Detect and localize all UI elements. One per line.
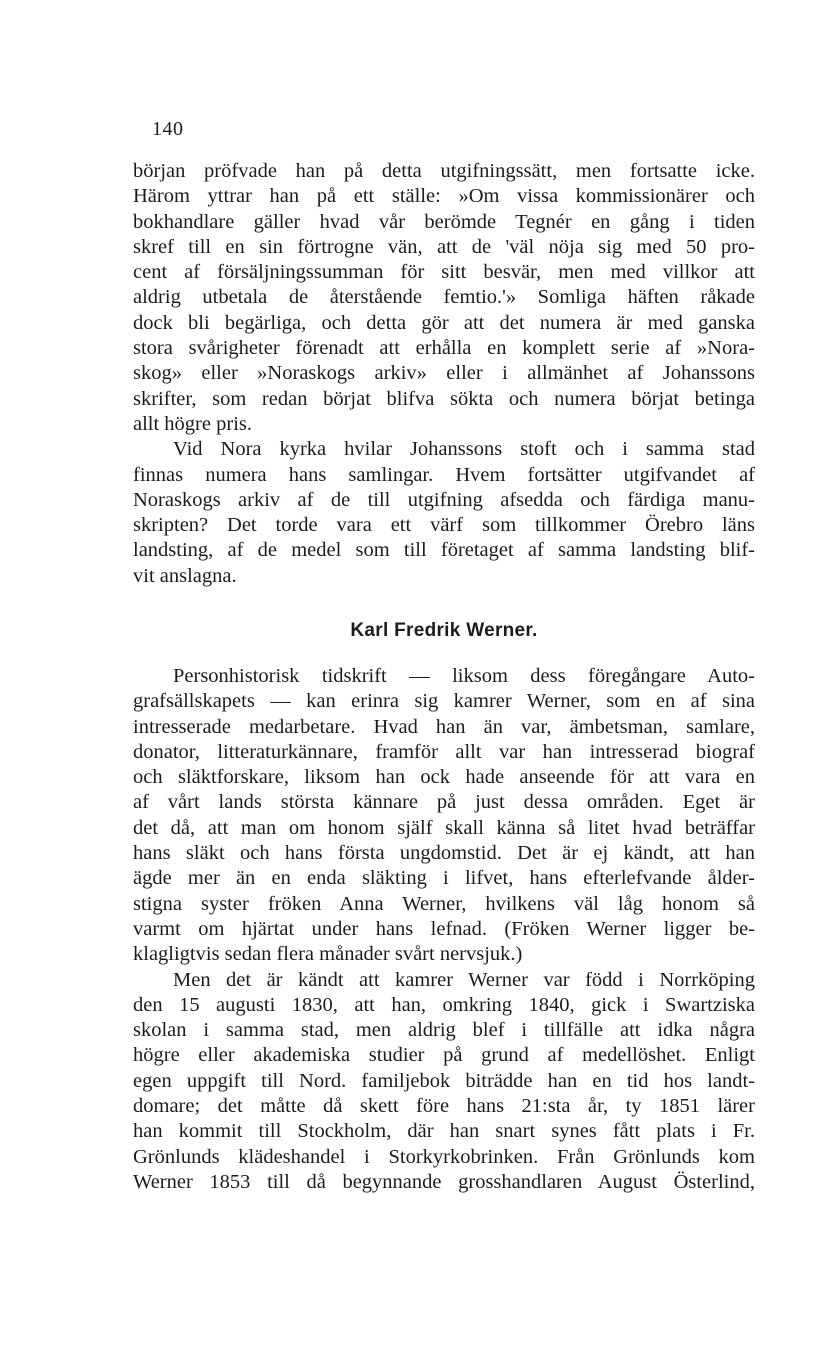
page-number: 140 <box>152 118 184 140</box>
text-line: egen uppgift till Nord. familjebok biträdde han en tid hos landt- <box>133 1069 755 1092</box>
text-line: skolan i samma stad, men aldrig blef i tillfälle att idka några <box>133 1019 755 1042</box>
text-line: intresserade medarbetare. Hvad han än var, ämbetsman, samlare, <box>133 715 755 738</box>
text-line: cent af försäljningssumman för sitt besvär, men med villkor att <box>133 261 755 284</box>
text-line: grafsällskapets — kan erinra sig kamrer Werner, som en af sina <box>133 690 755 713</box>
text-line: aldrig utbetala de återstående femtio.'» Somliga häften råkade <box>133 286 755 309</box>
text-line: Werner 1853 till då begynnande grosshandlaren August Österlind, <box>133 1170 755 1193</box>
text-line: Grönlunds klädeshandel i Storkyrkobrinken. Från Grönlunds kom <box>133 1145 755 1168</box>
text-line: Men det är kändt att kamrer Werner var född i Norrköping <box>173 968 755 991</box>
text-line: Personhistorisk tidskrift — liksom dess föregångare Auto- <box>173 665 755 687</box>
text-line: och släktforskare, liksom han ock hade anseende för att vara en <box>133 766 755 789</box>
text-line: ägde mer än en enda släkting i lifvet, hans efterlefvande ålder- <box>133 867 755 890</box>
text-line: han kommit till Stockholm, där han snart synes fått plats i Fr. <box>133 1120 755 1143</box>
text-line: skrifter, som redan börjat blifva sökta och numera börjat betinga <box>133 387 755 410</box>
section-heading: Karl Fredrik Werner. <box>350 620 538 641</box>
text-line: finnas numera hans samlingar. Hvem fortsätter utgifvandet af <box>133 463 755 486</box>
text-line: högre eller akademiska studier på grund af medellöshet. Enligt <box>133 1044 755 1067</box>
text-line: donator, litteraturkännare, framför allt var han intresserad biograf <box>133 740 755 763</box>
text-line: stora svårigheter förenadt att erhålla en komplett serie af »Nora- <box>133 337 755 360</box>
text-line: landsting, af de medel som till företaget af samma landsting blif- <box>133 539 755 562</box>
text-line: domare; det måtte då skett före hans 21:sta år, ty 1851 lärer <box>133 1095 755 1118</box>
text-line: vit anslagna. <box>133 564 237 587</box>
text-line: bokhandlare gäller hvad vår berömde Tegnér en gång i tiden <box>133 210 755 233</box>
paragraph-block-werner <box>133 664 755 1195</box>
text-line: Härom yttrar han på ett ställe: »Om vissa kommissionärer och <box>133 185 755 208</box>
text-line: hans släkt och hans första ungdomstid. Det är ej kändt, att han <box>133 842 755 865</box>
text-line: början pröfvade han på detta utgifningssätt, men fortsatte icke. <box>133 160 755 182</box>
text-line: det då, att man om honom själf skall känna så litet hvad beträffar <box>133 816 755 839</box>
text-line: skog» eller »Noraskogs arkiv» eller i allmänhet af Johanssons <box>133 362 755 385</box>
text-line: stigna syster fröken Anna Werner, hvilkens väl låg honom så <box>133 892 755 915</box>
text-line: Noraskogs arkiv af de till utgifning afsedda och färdiga manu- <box>133 488 755 511</box>
text-line: varmt om hjärtat under hans lefnad. (Fröken Werner ligger be- <box>133 917 755 940</box>
text-line: den 15 augusti 1830, att han, omkring 1840, gick i Swartziska <box>133 993 755 1016</box>
text-line: skref till en sin förtrogne vän, att de 'väl nöja sig med 50 pro- <box>133 235 755 258</box>
text-line: af vårt lands största kännare på just dessa områden. Eget är <box>133 791 755 814</box>
paragraph-block-johansson <box>133 159 755 589</box>
text-line: allt högre pris. <box>133 412 252 435</box>
text-line: Vid Nora kyrka hvilar Johanssons stoft och i samma stad <box>173 438 755 461</box>
text-line: klagligtvis sedan flera månader svårt nervsjuk.) <box>133 943 523 966</box>
text-line: skripten? Det torde vara ett värf som tillkommer Örebro läns <box>133 514 755 537</box>
text-line: dock bli begärliga, och detta gör att det numera är med ganska <box>133 311 755 334</box>
